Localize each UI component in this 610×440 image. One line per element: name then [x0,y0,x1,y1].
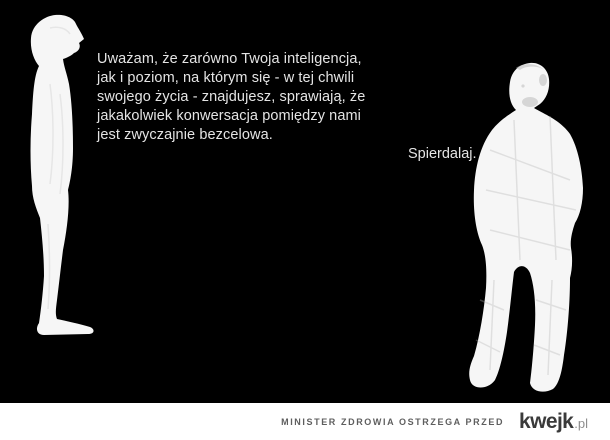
speech-line: Uważam, że zarówno Twoja inteligencja, [97,51,362,67]
stocky-man-silhouette-icon [460,60,588,396]
health-warning-text: MINISTER ZDROWIA OSTRZEGA PRZED [281,416,505,427]
thin-person-silhouette-icon [20,14,98,338]
speech-line: jakakolwiek konwersacja pomiędzy nami [97,108,362,124]
kwejk-logo [519,410,588,434]
speech-line: jak i poziom, na którym się - w tej chwili [97,70,355,86]
speech-line: swojego życia - znajdujesz, sprawiają, że [97,89,366,105]
kwejk-logo-name: kwejk [519,409,574,433]
kwejk-logo-tld: .pl [574,415,588,431]
speech-text-left [97,50,387,145]
speech-text-right: Spierdalaj. [408,146,477,162]
speech-line: jest zwyczajnie bezcelowa. [97,127,273,143]
footer-bar [0,403,610,440]
